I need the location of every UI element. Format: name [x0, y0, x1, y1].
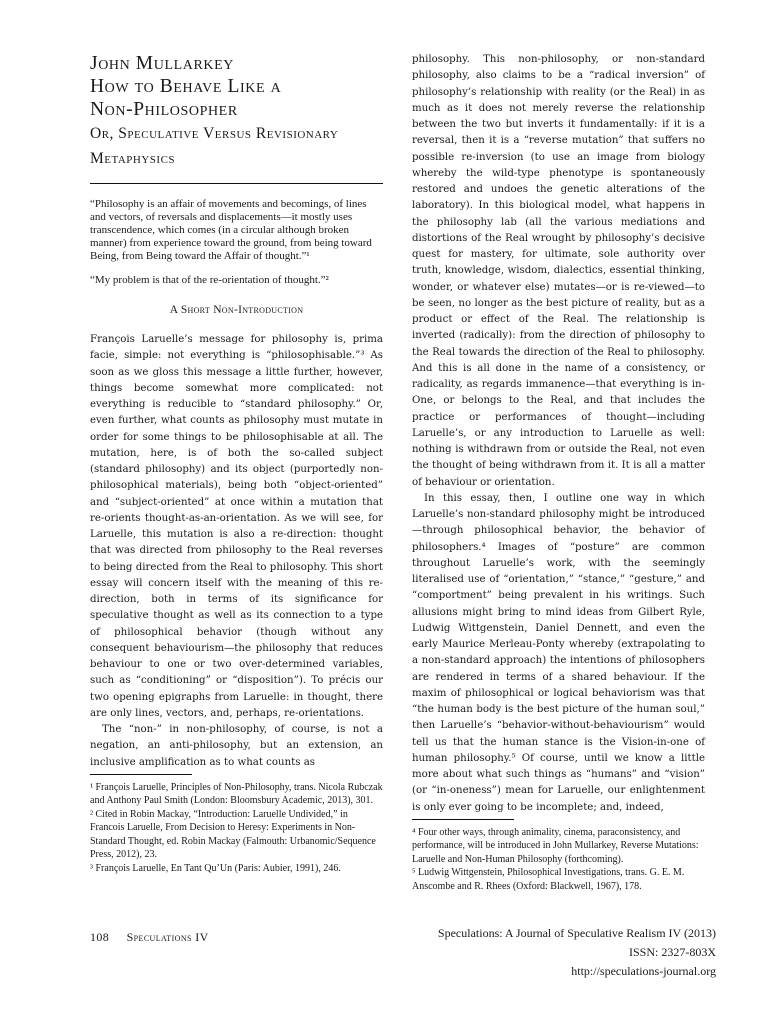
footnote-1: ¹ François Laruelle, Principles of Non-Philosophy, trans. Nicola Rubczak and Anthony Paul Smith (London: Bloomsbury Academic, 2013), 301.: [90, 781, 383, 807]
journal-url[interactable]: http://speculations-journal.org: [571, 964, 716, 978]
article-subtitle-line-2: Metaphysics: [90, 150, 176, 167]
section-heading: A Short Non-Introduction: [169, 304, 304, 316]
footnote-5: ⁵ Ludwig Wittgenstein, Philosophical Investigations, trans. G. E. M. Anscombe and R. Rhees (Oxford: Blackwell, 1967), 178.: [412, 867, 685, 892]
right-column: [412, 52, 705, 893]
footnote-divider-right: [412, 819, 514, 820]
article-title-line-2: Non-Philosopher: [90, 99, 238, 120]
body-paragraph-4: In this essay, then, I outline one way in which Laruelle’s non-standard philosophy might be introduced—through philosophical behavior, the behavior of philosophers.⁴ Images of “posture” are common throughout Laruelle’s work, with the seemingly literalised use of “orientation,” “stance,” “gesture,” and “comportment” being prevalent in his writings. Such allusions might bring to mind ideas from Gilbert Ryle, Ludwig Wittgenstein, Daniel Dennett, and even the early Maurice Merleau-Ponty whereby (extrapolating to a non-standard approach) the intentions of philosophers are rendered in terms of a shared behaviour. If the maxim of philosophical or logical behaviorism was that “the human body is the best picture of the human soul,” then Laruelle’s “behavior-without-behaviourism” would tell us that the human stance is the Vision-in-one of human philosophy.⁵ Of course, until we know a little more about what such things as “humans” and “vision” (or “in-oneness”) mean for Laruelle, our enlightenment is only ever going to be incomplete; and, indeed,: [412, 492, 705, 813]
journal-citation: Speculations: A Journal of Speculative Realism IV (2013): [437, 926, 716, 940]
page-number: 108: [90, 930, 110, 944]
title-divider: [90, 183, 383, 184]
footnote-divider-left: [90, 774, 192, 775]
page-footer-left: [90, 930, 209, 945]
body-paragraph-1: François Laruelle’s message for philosophy is, prima facie, simple: not everything is “philosophisable.”³ As soon as we gloss this message a little further, however, things become somewhat more complicated: not everything is reducible to “standard philosophy.” Or, even further, what counts as philosophy must mutate in order for some things to be philosophisable at all. The mutation, here, is of both the so-called subject (standard philosophy) and its object (purportedly non-philosophical materials), being both “object-oriented” and “subject-oriented” at once within a mutation that re-orients thought-as-an-orientation. As we will see, for Laruelle, this mutation is also a re-direction: thought that was directed from philosophy to the Real reverses to being directed from the Real to philosophy. This short essay will concern itself with the meaning of this re-direction, both in terms of its significance for speculative thought as well as its connection to a type of philosophical behavior (though without any consequent behaviourism—the philosophy that reduces behaviour to one or two over-determined variables, such as “conditioning” or “disposition”). To précis our two opening epigraphs from Laruelle: in thought, there are only lines, vectors, and, perhaps, re-orientations.: [90, 334, 383, 719]
footnote-3: ³ François Laruelle, En Tant Qu’Un (Paris: Aubier, 1991), 246.: [90, 862, 341, 874]
body-paragraph-3: philosophy. This non-philosophy, or non-standard philosophy, also claims to be a “radical inversion” of philosophy’s relationship with reality (or the Real) in as much as it does not merely reverse the relationship between the two but inverts it fundamentally: if it is a reversal, then it is a “reverse mutation” that suffers no possible re-inversion (to use an image from biology whereby the wild-type phenotype is spontaneously restored and undoes the genetic alterations of the laboratory). In this biological model, what happens in the philosophy lab (all the various mediations and distortions of the Real wrought by philosophy’s decisive quest for mastery, for ultimate, sole authority over truth, knowledge, wisdom, dialectics, essential thinking, wonder, or whatever else) mutates—or is re-viewed—to be seen, no longer as the best picture of reality, but as a product or effect of the Real. The relationship is inverted (radically): from the direction of philosophy to the Real towards the direction of the Real to philosophy. And this is all done in the name of a consistency, or radicality, as regards immanence—that everything is in-One, or belongs to the Real, and that includes the practice or performances of thought—including Laruelle’s, or any introduction to Laruelle as well: nothing is withdrawn from or outside the Real, not even the thought of being withdrawn from it. It is all a matter of behaviour or orientation.: [412, 54, 705, 488]
author-name: John Mullarkey: [90, 53, 234, 74]
issn: ISSN: 2327-803X: [628, 945, 716, 959]
body-paragraph-2: The “non-” in non-philosophy, of course, is not a negation, an anti-philosophy, but an extension, an inclusive amplification as to what counts as: [90, 724, 383, 768]
left-column: [90, 52, 383, 875]
epigraph-1: “Philosophy is an affair of movements and becomings, of lines and vectors, of reversals and displacements—it mostly uses transcendence, which comes (in a circular although broken manner) from experience toward the ground, from being toward Being, from Being toward the Affair of thought.”¹: [90, 198, 372, 262]
running-head: Speculations IV: [126, 930, 209, 944]
article-title-line-1: How to Behave Like a: [90, 76, 282, 97]
article-subtitle-line-1: Or, Speculative Versus Revisionary: [90, 125, 339, 142]
footnote-4: ⁴ Four other ways, through animality, cinema, paraconsistency, and performance, will be introduced in John Mullarkey, Reverse Mutations: Laruelle and Non-Human Philosophy (forthcoming).: [412, 826, 699, 865]
footnote-2: ² Cited in Robin Mackay, “Introduction: Laruelle Undivided,” in Francois Laruelle, From Decision to Heresy: Experiments in Non-Standard Thought, ed. Robin Mackay (Falmouth: Urbanomic/Sequence Press, 2012), 23.: [90, 808, 376, 861]
page-footer-right: [438, 924, 716, 981]
epigraph-2: “My problem is that of the re-orientation of thought.”²: [90, 274, 329, 286]
